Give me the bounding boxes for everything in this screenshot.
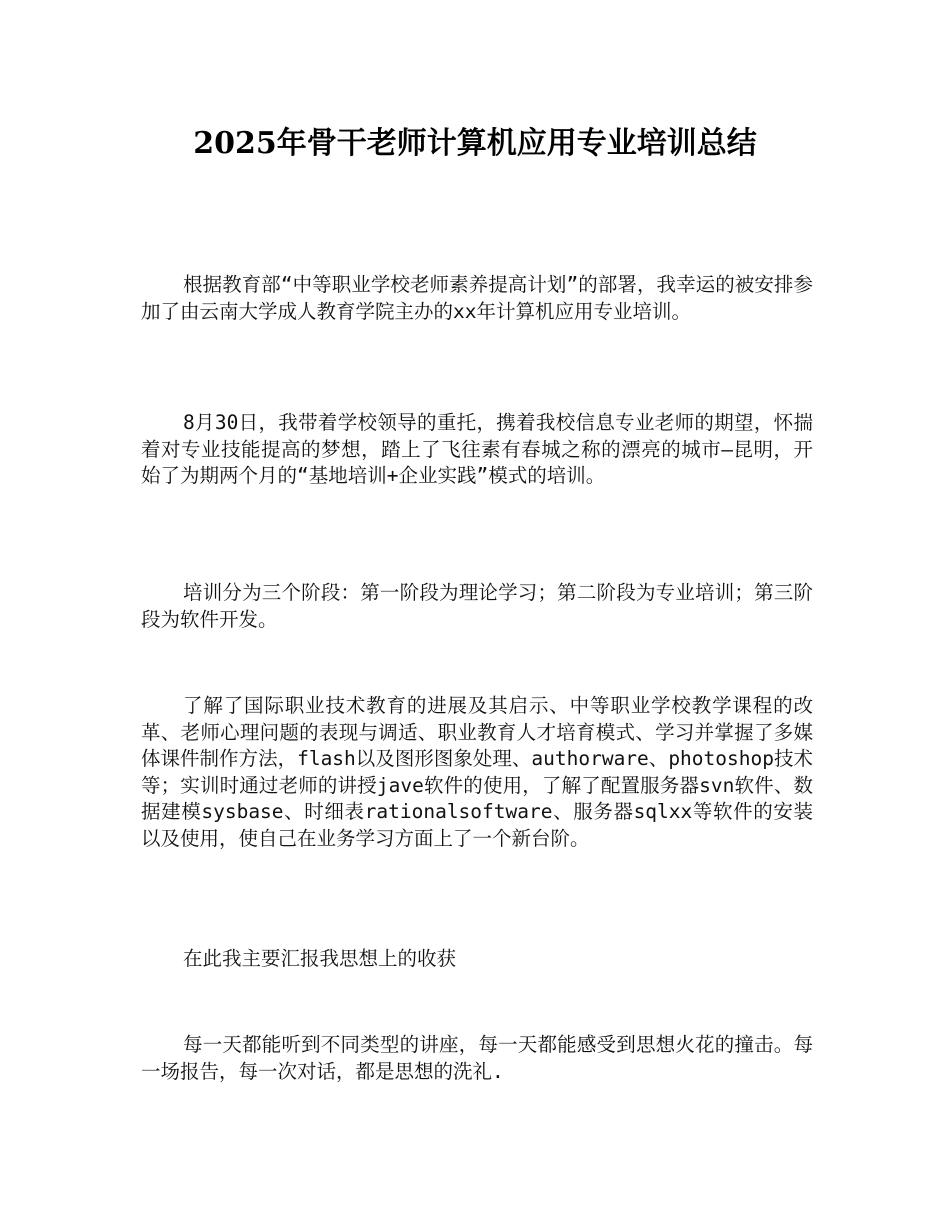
paragraph-departure: 8月30日，我带着学校领导的重托，携着我校信息专业老师的期望，怀揣着对专业技能提高的梦想，踏上了飞往素有春城之称的漂亮的城市—昆明，开始了为期两个月的“基地培训+企业实践”模式的培训。 — [141, 411, 813, 487]
paragraph-lectures: 每一天都能听到不同类型的讲座，每一天都能感受到思想火花的撞击。每一场报告，每一次对话，都是思想的洗礼. — [141, 1033, 813, 1083]
paragraph-stages: 培训分为三个阶段：第一阶段为理论学习；第二阶段为专业培训；第三阶段为软件开发。 — [141, 581, 813, 631]
paragraph-report-heading: 在此我主要汇报我思想上的收获 — [183, 947, 457, 970]
document-title: 2025年骨干老师计算机应用专业培训总结 — [193, 126, 757, 161]
paragraph-content: 了解了国际职业技术教育的进展及其启示、中等职业学校教学课程的改革、老师心理问题的表现与调适、职业教育人才培育模式、学习并掌握了多媒体课件制作方法，flash以及图形图象处理、authorware、photoshop技术等；实训时通过老师的讲授jave软件的使用，了解了配置服务器svn软件、数据建模sysbase、时细表rationalsoftware、服务器sqlxx等软件的安装以及使用，使自己在业务学习方面上了一个新台阶。 — [141, 694, 813, 850]
paragraph-intro: 根据教育部“中等职业学校老师素养提高计划”的部署，我幸运的被安排参加了由云南大学成人教育学院主办的xx年计算机应用专业培训。 — [141, 273, 813, 323]
